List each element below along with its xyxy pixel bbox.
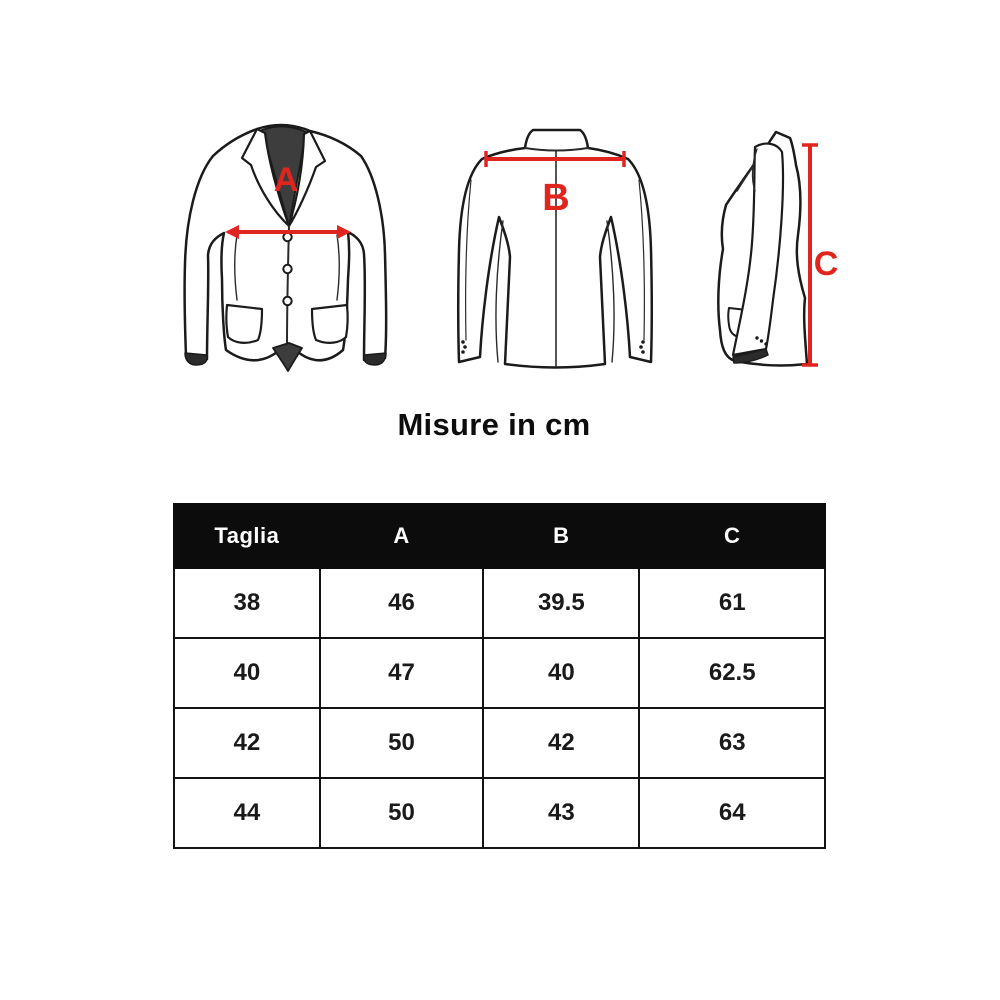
front-button-1	[283, 233, 291, 241]
back-body-seam-left	[496, 221, 503, 362]
cell-b: 42	[483, 708, 639, 778]
back-cuff-button	[641, 350, 645, 354]
jacket-front-view	[180, 113, 394, 375]
front-cuff-left	[185, 353, 207, 365]
header-a: A	[320, 504, 483, 568]
cell-a: 46	[320, 568, 483, 638]
header-taglia: Taglia	[174, 504, 320, 568]
side-cuff-button	[764, 342, 767, 345]
front-pocket-left	[226, 305, 262, 343]
back-cuff-button	[641, 340, 645, 344]
header-c: C	[639, 504, 825, 568]
header-b: B	[483, 504, 639, 568]
cell-b: 43	[483, 778, 639, 848]
cell-b: 39.5	[483, 568, 639, 638]
back-cuff-button	[463, 345, 467, 349]
size-row-44	[174, 778, 825, 848]
size-row-42	[174, 708, 825, 778]
size-row-40	[174, 638, 825, 708]
back-cuff-button	[461, 340, 465, 344]
front-cuff-right	[364, 353, 386, 365]
cell-size: 44	[174, 778, 320, 848]
cell-c: 64	[639, 778, 825, 848]
measure-c-label: C	[813, 245, 839, 283]
cell-c: 63	[639, 708, 825, 778]
side-cuff-button	[755, 336, 758, 339]
size-table	[173, 503, 826, 849]
front-hem-inner-garment	[273, 343, 302, 371]
front-pocket-right	[312, 305, 348, 343]
front-button-3	[283, 297, 291, 305]
cell-b: 40	[483, 638, 639, 708]
cell-size: 38	[174, 568, 320, 638]
cell-a: 50	[320, 778, 483, 848]
front-button-2	[283, 265, 291, 273]
jacket-back-view	[448, 124, 658, 371]
cell-a: 50	[320, 708, 483, 778]
side-cuff-button	[760, 339, 763, 342]
measure-b-label: B	[542, 177, 570, 219]
cell-c: 62.5	[639, 638, 825, 708]
jacket-side-view	[713, 124, 843, 371]
cell-a: 47	[320, 638, 483, 708]
back-cuff-button	[461, 350, 465, 354]
back-cuff-button	[639, 345, 643, 349]
measure-a-label: A	[273, 161, 299, 199]
cell-size: 42	[174, 708, 320, 778]
cell-size: 40	[174, 638, 320, 708]
cell-c: 61	[639, 568, 825, 638]
size-row-38	[174, 568, 825, 638]
size-table-header-row	[174, 504, 825, 568]
page-title: Misure in cm	[397, 407, 591, 442]
back-body-seam-right	[607, 221, 614, 362]
